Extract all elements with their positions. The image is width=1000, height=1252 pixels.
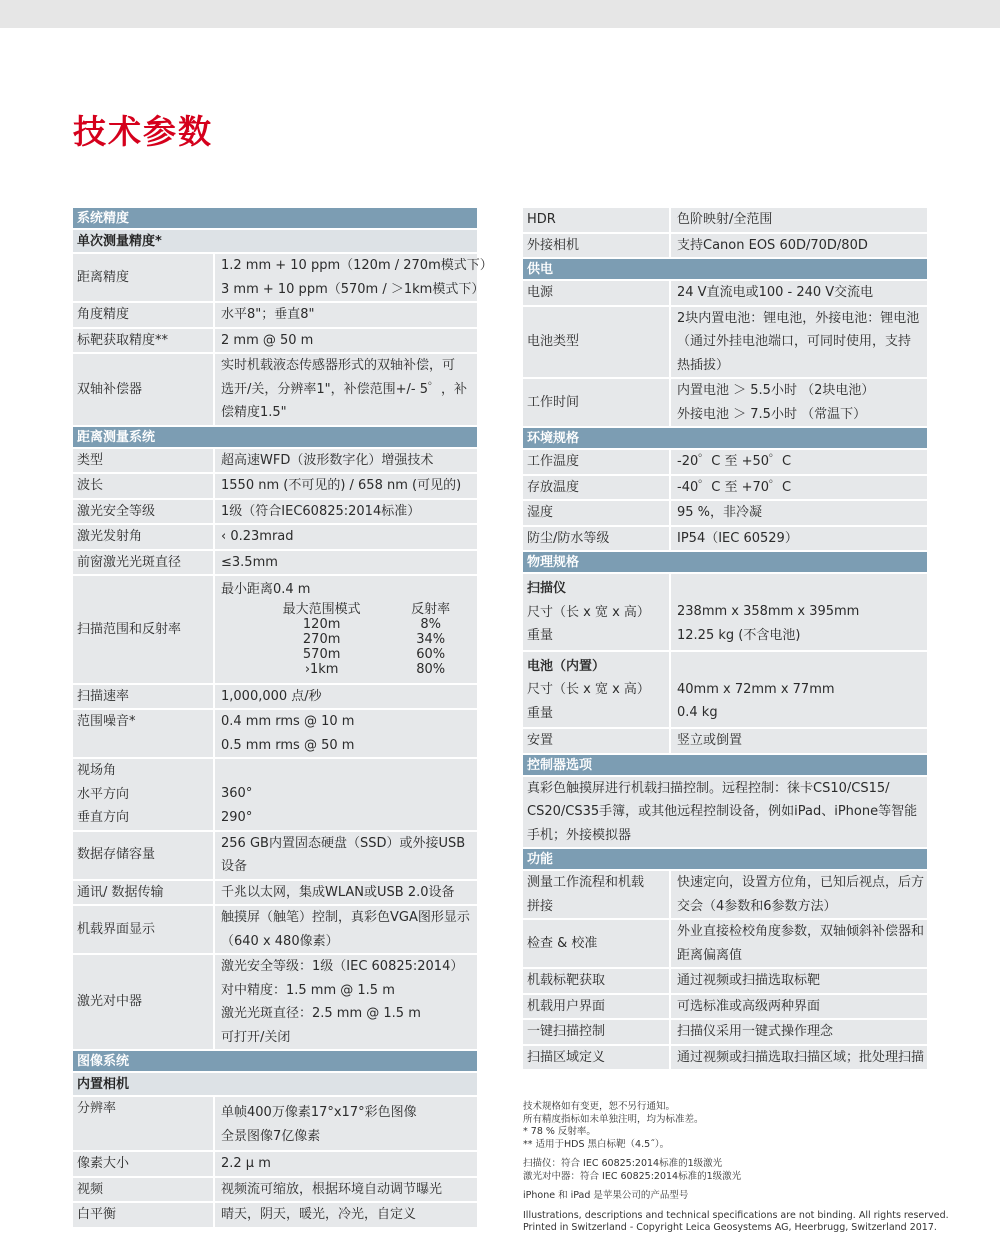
- value-line: 扫描仪采用一键式操作理念: [677, 1024, 834, 1039]
- spec-value: [213, 525, 477, 549]
- scanner-dimensions: 238mm x 358mm x 395mm: [677, 604, 860, 619]
- value-line: 设备: [221, 859, 248, 874]
- spec-row-distance-accuracy: [73, 254, 493, 303]
- spec-value: [669, 871, 928, 918]
- spec-label: 安置: [527, 733, 554, 748]
- spec-row-scanner-physical: [523, 574, 927, 652]
- range-table-row: [249, 617, 467, 632]
- weight-label: 重量: [527, 628, 554, 643]
- weight-label: 重量: [527, 705, 554, 721]
- spec-row-white-balance: [73, 1203, 477, 1229]
- footnote-block: [523, 1158, 943, 1183]
- reflectivity: 60%: [416, 646, 446, 662]
- spec-row-workflow: [523, 871, 927, 920]
- spacer: [677, 577, 923, 600]
- footnote-block: [523, 1101, 943, 1151]
- spec-row-battery-type: [523, 307, 927, 380]
- value-line: -40゜C 至 +70゜C: [677, 479, 792, 495]
- label-line: 测量工作流程和机载: [527, 875, 645, 890]
- value-line: （640 x 480像素）: [221, 933, 339, 949]
- footnotes: [523, 1101, 949, 1242]
- spec-row-scan-area: [523, 1046, 927, 1072]
- range-table-row: [249, 632, 467, 647]
- spec-value: [669, 652, 927, 728]
- value-line: （通过外挂电池端口，可同时使用，支持: [677, 334, 912, 349]
- spec-value: [669, 501, 927, 525]
- spec-row-communication: [73, 881, 477, 907]
- page-title: 技术参数: [73, 112, 213, 151]
- spec-value: [669, 920, 928, 967]
- value-line: 交会（4参数和6参数方法）: [677, 898, 837, 914]
- spec-row-pixel-size: [73, 1152, 477, 1178]
- value-line: 超高速WFD（波形数字化）增强技术: [221, 452, 434, 468]
- range-mode: ›1km: [304, 661, 339, 677]
- left-spec-column: [73, 208, 493, 1229]
- spec-value: [213, 906, 477, 953]
- spec-value: [669, 995, 927, 1019]
- spec-row-range: [73, 576, 477, 685]
- value-line: 色阶映射/全范围: [677, 212, 773, 227]
- reflectivity: 8%: [420, 616, 441, 632]
- value-line: 最小距离0.4 m: [221, 582, 311, 597]
- spec-value: [213, 329, 477, 353]
- spec-row-calibration: [523, 920, 927, 969]
- value-line: 2 mm @ 50 m: [221, 332, 314, 348]
- value-line: 可选标准或高级两种界面: [677, 998, 821, 1014]
- battery-weight: 0.4 kg: [677, 705, 718, 720]
- value-line: 支持Canon EOS 60D/70D/80D: [677, 237, 868, 253]
- spec-row-mounting: [523, 729, 927, 755]
- spec-value: [213, 1097, 477, 1150]
- spec-label: 一键扫描控制: [527, 1024, 606, 1039]
- footnote-line: 扫描仪：符合 IEC 60825:2014标准的1级激光: [523, 1158, 723, 1169]
- value-line: 视频流可缩放，根据环境自动调节曝光: [221, 1181, 443, 1197]
- fov-horizontal-value: 360°: [221, 786, 253, 802]
- spec-value: [669, 1020, 927, 1044]
- spec-row-operating-temp: [523, 450, 927, 476]
- value-line: ‹ 0.23mrad: [221, 529, 294, 544]
- controller-options-text: [523, 777, 927, 850]
- section-header-system-accuracy: 系统精度: [73, 208, 477, 230]
- spec-value: [669, 379, 927, 426]
- spec-label: 分辨率: [77, 1101, 117, 1116]
- spec-row-angle-accuracy: [73, 303, 477, 329]
- value-line: 2.2 μ m: [221, 1156, 271, 1171]
- spec-label: [523, 652, 669, 728]
- spec-label: 类型: [77, 452, 104, 468]
- value-line: 千兆以太网，集成WLAN或USB 2.0设备: [221, 884, 455, 900]
- spec-value: [669, 476, 927, 500]
- spec-label: 扫描范围和反射率: [77, 621, 182, 637]
- spec-label: 双轴补偿器: [77, 381, 143, 397]
- spec-value: [213, 449, 477, 473]
- value-line: 1,000,000 点/秒: [221, 688, 322, 704]
- footnote-line: * 78 % 反射率。: [523, 1126, 596, 1137]
- spec-row-scan-speed: [73, 685, 477, 711]
- spec-row-battery-physical: [523, 652, 927, 730]
- spec-value: [213, 474, 477, 498]
- value-line: 偿精度1.5": [221, 405, 287, 420]
- reflectivity-header: 反射率: [411, 601, 451, 617]
- section-header-physical: 物理规格: [523, 552, 927, 574]
- spec-label: 工作温度: [527, 454, 580, 469]
- range-mode: 570m: [302, 646, 341, 662]
- spec-value: [213, 955, 477, 1049]
- fov-vertical-value: 290°: [221, 809, 253, 825]
- spec-value: [669, 307, 927, 378]
- spec-label: 机载标靶获取: [527, 973, 606, 988]
- value-line: 全景图像7亿像素: [221, 1128, 321, 1144]
- value-line: 可打开/关闭: [221, 1029, 291, 1045]
- spec-row-laser-plummet: [73, 955, 477, 1051]
- spec-label: 通讯/ 数据传输: [77, 884, 164, 900]
- range-mode-header: 最大范围模式: [282, 601, 361, 617]
- spec-row-external-camera: [523, 234, 927, 260]
- reflectivity: 34%: [416, 631, 446, 647]
- range-reflectivity-table: [249, 602, 467, 677]
- spec-row-target-accuracy: [73, 329, 477, 355]
- footnote-line: iPhone 和 iPad 是苹果公司的产品型号: [523, 1190, 689, 1201]
- value-line: 外业直接检校角度参数，双轴倾斜补偿器和: [677, 924, 925, 939]
- spec-row-power-supply: [523, 281, 927, 307]
- value-line: IP54（IEC 60529）: [677, 530, 798, 546]
- range-table-row: [249, 647, 467, 662]
- range-table-header: [249, 602, 467, 617]
- footnote-line: Printed in Switzerland - Copyright Leica Geosystems AG, Heerbrugg, Switzerland 2017.: [523, 1222, 937, 1233]
- spec-label: [523, 871, 669, 918]
- spec-label: 范围噪音*: [77, 714, 136, 729]
- value-line: 24 V直流电或100 - 240 V交流电: [677, 285, 874, 300]
- value-line: 对中精度：1.5 mm @ 1.5 m: [221, 982, 395, 998]
- spec-label: 湿度: [527, 505, 554, 520]
- spec-value: [213, 1178, 477, 1202]
- section-header-controller: 控制器选项: [523, 755, 927, 777]
- section-header-environment: 环境规格: [523, 428, 927, 450]
- top-bar: [0, 0, 1000, 28]
- range-mode: 270m: [302, 631, 341, 647]
- spec-value: [669, 208, 927, 232]
- footnote-line: 激光对中器：符合 IEC 60825:2014标准的1级激光: [523, 1170, 742, 1182]
- spec-value: [213, 551, 477, 575]
- spec-row-onboard-display: [73, 906, 477, 955]
- spec-label: 机载用户界面: [527, 998, 606, 1014]
- spec-row-one-button: [523, 1020, 927, 1046]
- spec-value: [213, 354, 477, 425]
- spec-value: [213, 500, 477, 524]
- spec-value: [669, 281, 927, 305]
- subheader-internal-camera: 内置相机: [73, 1073, 477, 1097]
- spec-label: [523, 574, 669, 650]
- spec-value: [213, 254, 497, 301]
- dimension-label: 尺寸（长 x 宽 x 高）: [527, 604, 650, 620]
- value-line: 2块内置电池：锂电池，外接电池：锂电池: [677, 310, 920, 326]
- value-line: 激光光斑直径：2.5 mm @ 1.5 m: [221, 1006, 421, 1021]
- spec-value: [213, 832, 477, 879]
- scanner-label: 扫描仪: [527, 581, 567, 596]
- value-line: 0.5 mm rms @ 50 m: [221, 737, 355, 753]
- spec-row-spot: [73, 551, 477, 577]
- fov-label: 视场角: [77, 763, 117, 778]
- section-header-distance-system: 距离测量系统: [73, 427, 477, 449]
- value-line: 1级（符合IEC60825:2014标准）: [221, 503, 421, 519]
- subheader-single-measurement: 单次测量精度*: [73, 230, 477, 254]
- value-line: 激光安全等级：1级（IEC 60825:2014）: [221, 959, 464, 974]
- spec-value: [669, 527, 927, 551]
- spec-row-ip-rating: [523, 527, 927, 553]
- label-line: 拼接: [527, 898, 554, 914]
- spec-value: [213, 303, 477, 327]
- value-line: CS20/CS35手簿，或其他远程控制设备，例如iPad、iPhone等智能: [527, 804, 918, 819]
- spec-row-type: [73, 449, 477, 475]
- footnote-line: Illustrations, descriptions and technical specifications are not binding. All rights reserved.: [523, 1209, 949, 1221]
- value-line: 1.2 mm + 10 ppm（120m / 270m模式下）: [221, 258, 493, 273]
- spec-value: [669, 234, 927, 258]
- spec-value: [213, 685, 477, 709]
- spec-label: 防尘/防水等级: [527, 530, 610, 546]
- value-line: 距离偏离值: [677, 947, 743, 963]
- value-line: 通过视频或扫描选取标靶: [677, 973, 821, 988]
- spec-row-resolution: [73, 1097, 477, 1152]
- fov-horizontal-label: 水平方向: [77, 786, 130, 802]
- spec-row-humidity: [523, 501, 927, 527]
- value-line: 选开/关，分辨率1"，补偿范围+/- 5゜，补: [221, 381, 467, 397]
- value-line: 水平8"；垂直8": [221, 307, 315, 322]
- spec-label: 扫描速率: [77, 688, 130, 704]
- value-line: 0.4 mm rms @ 10 m: [221, 714, 355, 729]
- value-line: 95 %，非冷凝: [677, 505, 763, 520]
- spec-value: [669, 729, 927, 753]
- spec-value: [213, 576, 477, 683]
- value-line: 外接电池 ＞ 7.5小时 （常温下）: [677, 406, 867, 422]
- value-line: 晴天，阴天，暖光，冷光，自定义: [221, 1207, 417, 1222]
- value-line: 触摸屏（触笔）控制，真彩色VGA图形显示: [221, 910, 470, 925]
- spec-row-range-noise: [73, 710, 477, 759]
- spec-label: 角度精度: [77, 307, 130, 322]
- spec-row-divergence: [73, 525, 477, 551]
- spec-row-hdr: [523, 208, 927, 234]
- spec-label: 像素大小: [77, 1156, 130, 1171]
- spacer: [221, 759, 473, 782]
- spec-label: 检查 & 校准: [527, 935, 598, 951]
- spec-row-target-acquisition: [523, 969, 927, 995]
- spec-label: 白平衡: [77, 1207, 117, 1222]
- scanner-weight: 12.25 kg (不含电池): [677, 627, 801, 643]
- dimension-label: 尺寸（长 x 宽 x 高）: [527, 682, 650, 697]
- spec-value: [669, 450, 927, 474]
- spec-label: 存放温度: [527, 479, 580, 495]
- value-line: 3 mm + 10 ppm（570m / ＞1km模式下）: [221, 281, 485, 297]
- section-header-functions: 功能: [523, 849, 927, 871]
- spec-row-compensator: [73, 354, 477, 427]
- value-line: 1550 nm (不可见的) / 658 nm (可见的): [221, 478, 462, 493]
- spec-value: [213, 1152, 477, 1176]
- spec-row-storage: [73, 832, 477, 881]
- spec-row-operating-time: [523, 379, 927, 428]
- value-line: ≤3.5mm: [221, 554, 278, 570]
- spec-value: [213, 881, 477, 905]
- value-line: 快速定向，设置方位角，已知后视点，后方: [677, 875, 925, 890]
- section-header-imaging: 图像系统: [73, 1051, 477, 1073]
- spec-label: 激光发射角: [77, 529, 143, 544]
- spec-row-wavelength: [73, 474, 477, 500]
- spec-label: 扫描区域定义: [527, 1049, 606, 1065]
- spec-label: HDR: [527, 212, 556, 227]
- footnote-block: [523, 1190, 943, 1203]
- battery-dimensions: 40mm x 72mm x 77mm: [677, 681, 835, 697]
- battery-label: 电池（内置）: [527, 658, 606, 674]
- spec-label: 数据存储容量: [77, 847, 156, 863]
- spec-value: [213, 759, 477, 830]
- spec-label: 距离精度: [77, 269, 130, 285]
- spec-label: [73, 759, 213, 830]
- spec-label: 机载界面显示: [77, 921, 156, 937]
- spec-label: 工作时间: [527, 394, 580, 410]
- spec-label: 电池类型: [527, 334, 580, 349]
- spec-value: [669, 969, 927, 993]
- spec-label: 激光安全等级: [77, 503, 156, 519]
- spec-label: 视频: [77, 1181, 104, 1197]
- spec-value: [213, 710, 477, 757]
- right-spec-column: [523, 208, 927, 1071]
- value-line: 256 GB内置固态硬盘（SSD）或外接USB: [221, 835, 466, 851]
- spacer: [677, 655, 923, 678]
- value-line: 手机；外接模拟器: [527, 827, 632, 843]
- spec-label: 激光对中器: [77, 994, 143, 1010]
- footnote-line: 技术规格如有变更，恕不另行通知。: [523, 1101, 676, 1112]
- spec-value: [669, 1046, 928, 1070]
- spec-row-field-of-view: [73, 759, 477, 832]
- spec-label: 标靶获取精度**: [77, 332, 169, 348]
- section-header-power: 供电: [523, 259, 927, 281]
- spec-label: 前窗激光光斑直径: [77, 554, 182, 570]
- range-mode: 120m: [302, 616, 341, 632]
- value-line: 实时机载液态传感器形式的双轴补偿，可: [221, 358, 456, 373]
- range-table-row: [249, 662, 467, 677]
- footnote-line: ** 适用于HDS 黑白标靶（4.5˝）。: [523, 1138, 670, 1150]
- value-line: 热插拔）: [677, 357, 730, 373]
- value-line: 通过视频或扫描选取扫描区域；批处理扫描: [677, 1049, 925, 1065]
- spec-value: [213, 1203, 477, 1227]
- spec-row-laser-class: [73, 500, 477, 526]
- fov-vertical-label: 垂直方向: [77, 810, 130, 825]
- value-line: -20゜C 至 +50゜C: [677, 454, 792, 469]
- footnote-line: 所有精度指标如未单独注明，均为标准差。: [523, 1113, 704, 1125]
- spec-value: [669, 574, 927, 650]
- value-line: 真彩色触摸屏进行机载扫描控制。远程控制：徕卡CS10/CS15/: [527, 780, 890, 796]
- spec-label: 外接相机: [527, 237, 580, 253]
- value-line: 内置电池 ＞ 5.5小时 （2块电池）: [677, 383, 875, 398]
- spec-label: 电源: [527, 285, 554, 300]
- spec-label: 波长: [77, 478, 104, 493]
- reflectivity: 80%: [416, 661, 446, 677]
- footnote-block: [523, 1209, 949, 1235]
- spec-row-video: [73, 1178, 477, 1204]
- value-line: 单帧400万像素17°x17°彩色图像: [221, 1105, 417, 1120]
- value-line: 竖立或倒置: [677, 733, 743, 748]
- spec-row-user-interface: [523, 995, 927, 1021]
- spec-row-storage-temp: [523, 476, 927, 502]
